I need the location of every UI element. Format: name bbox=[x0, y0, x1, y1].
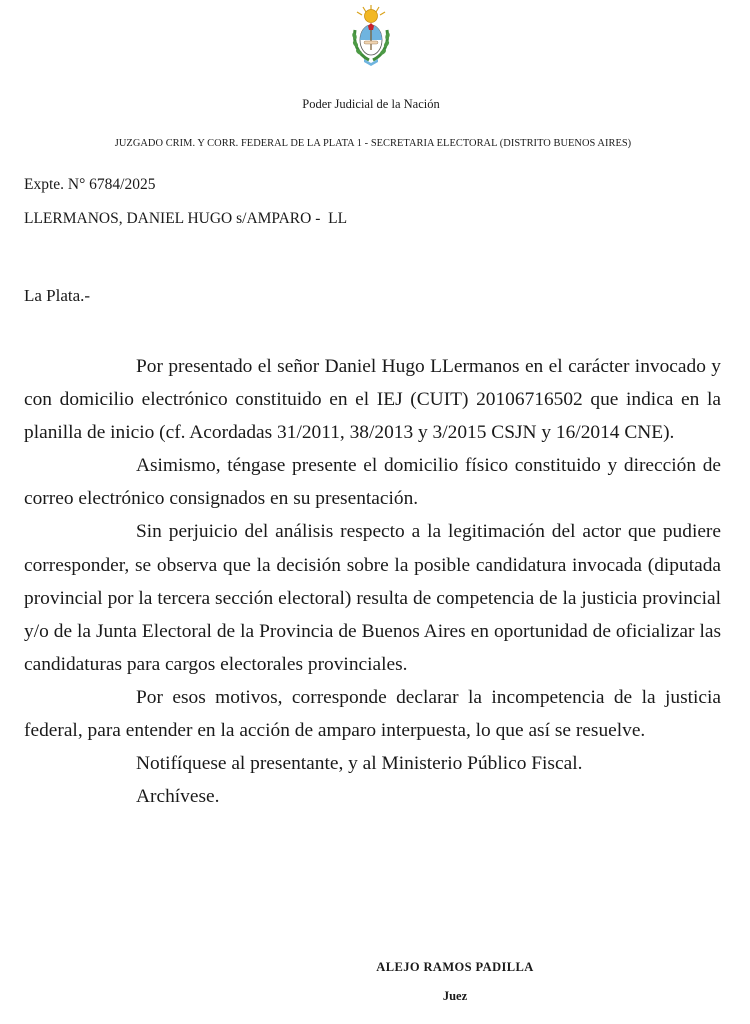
signer-name: ALEJO RAMOS PADILLA bbox=[376, 960, 534, 974]
file-number: Expte. N° 6784/2025 bbox=[24, 176, 156, 193]
resolution-body bbox=[24, 350, 721, 813]
paragraph: Por esos motivos, corresponde declarar la incompetencia de la justicia federal, para entender en la acción de amparo interpuesta, lo que así se resuelve. bbox=[24, 686, 721, 742]
place-line: La Plata.- bbox=[24, 286, 91, 305]
coat-of-arms-icon bbox=[349, 4, 393, 66]
paragraph: Archívese. bbox=[136, 786, 220, 808]
paragraph: Notifíquese al presentante, y al Ministerio Público Fiscal. bbox=[136, 753, 583, 775]
signer-title: Juez bbox=[442, 989, 468, 1003]
paragraph: Por presentado el señor Daniel Hugo LLermanos en el carácter invocado y con domicilio electrónico constituido en el IEJ (CUIT) 20106716502 que indica en la planilla de inicio (cf. Acordadas 31/2011, 38/2013 y 3/2015 CSJN y 16/2014 CNE). bbox=[24, 356, 721, 444]
institution-header: Poder Judicial de la Nación bbox=[302, 97, 440, 111]
paragraph: Asimismo, téngase presente el domicilio físico constituido y dirección de correo electrónico consignados en su presentación. bbox=[24, 455, 721, 510]
case-caption: LLERMANOS, DANIEL HUGO s/AMPARO - LL bbox=[24, 210, 348, 227]
court-header: JUZGADO CRIM. Y CORR. FEDERAL DE LA PLATA 1 - SECRETARIA ELECTORAL (DISTRITO BUENOS AIRES) bbox=[114, 138, 632, 149]
paragraph: Sin perjuicio del análisis respecto a la legitimación del actor que pudiere corresponder, se observa que la decisión sobre la posible candidatura invocada (diputada provincial por la tercera sección electoral) resulta de competencia de la justicia provincial y/o de la Junta Electoral de la Provincia de Buenos Aires en oportunidad de oficializar las candidaturas para cargos electorales provinciales. bbox=[24, 521, 721, 675]
